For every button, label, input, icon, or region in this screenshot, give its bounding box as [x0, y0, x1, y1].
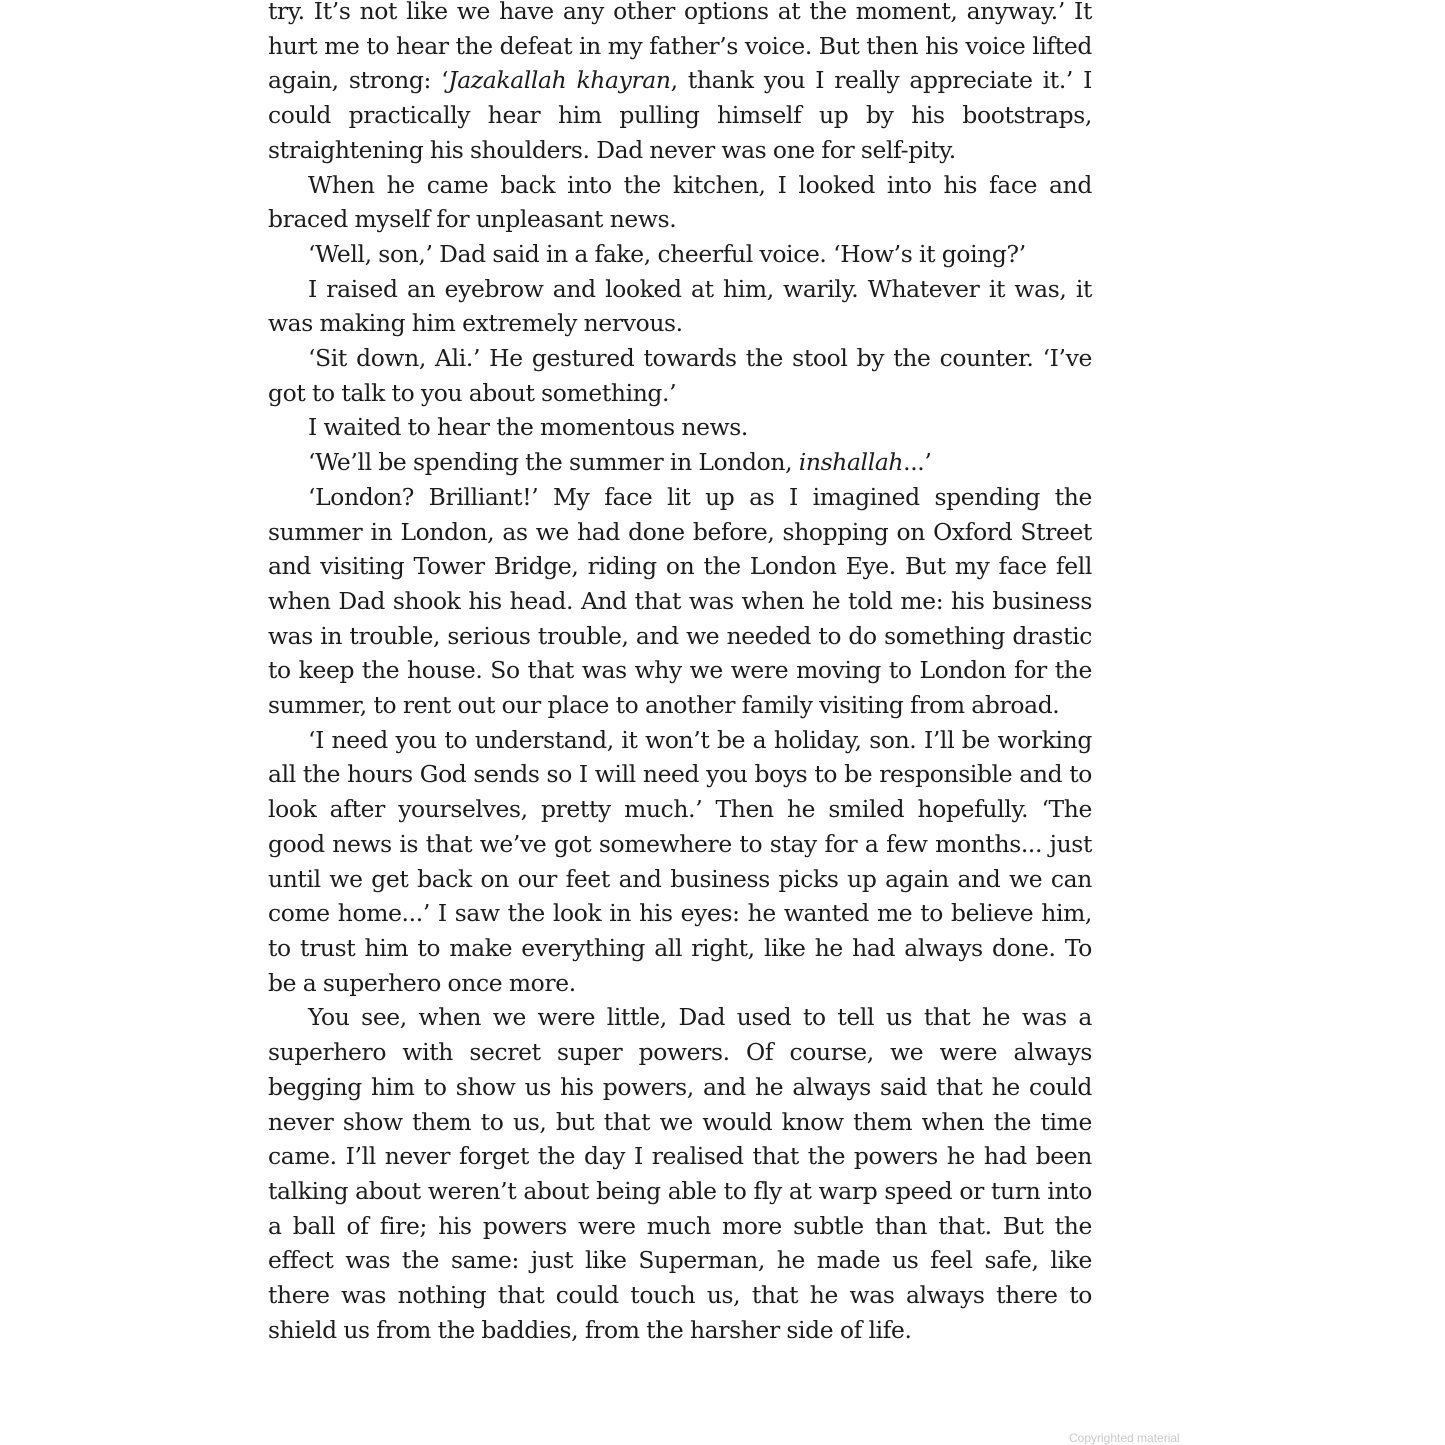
- paragraph-9: [268, 723, 1092, 1001]
- text-run: ‘I need you to understand, it won’t be a holiday, son. I’ll be working all the hours God sends so I will need you boys to be responsible and to look after yourselves, pretty much.’ Then he smiled hopefully. ‘The good news is that we’ve got somewhere to stay for a few months... just until we get back on our feet and business picks up again and we can come home...’ I saw the look in his eyes: he wanted me to believe him, to trust him to make everything all right, like he had always done. To be a superhero once more.: [268, 725, 1092, 997]
- text-run: ‘We’ll be spending the summer in London,: [308, 448, 799, 477]
- text-run: I raised an eyebrow and looked at him, warily. Whatever it was, it was making him extremely nervous.: [268, 274, 1092, 338]
- paragraph-3: [268, 237, 1092, 272]
- paragraph-7: [268, 445, 1092, 480]
- text-run: ‘Sit down, Ali.’ He gestured towards the stool by the counter. ‘I’ve got to talk to you about something.’: [268, 344, 1092, 407]
- text-run: I waited to hear the momentous news.: [308, 413, 749, 442]
- paragraph-10: [268, 1000, 1092, 1347]
- italic-text-run: Jazakallah khayran: [448, 66, 671, 95]
- text-run: ‘London? Brilliant!’ My face lit up as I imagined spending the summer in London, as we had done before, shopping on Oxford Street and visiting Tower Bridge, riding on the London Eye. But my face fell when Dad shook his head. And that was when he told me: his business was in trouble, serious trouble, and we needed to do something drastic to keep the house. So that was why we were moving to London for the summer, to rent out our place to another family visiting from abroad.: [268, 482, 1092, 720]
- paragraph-8: [268, 480, 1092, 723]
- italic-text-run: inshallah: [798, 448, 904, 477]
- text-run: ‘Well, son,’ Dad said in a fake, cheerful voice. ‘How’s it going?’: [308, 239, 1026, 268]
- paragraph-2: [268, 168, 1092, 237]
- book-page-body: [268, 0, 1092, 1347]
- text-run: try. It’s not like we have any other options at the moment, anyway.’ It hurt me to hear the defeat in my father’s voice. But then his voice lifted again, strong: ‘: [268, 0, 1092, 95]
- paragraph-1: [268, 0, 1092, 168]
- text-run: , thank you I really appreciate it.’ I could practically hear him pulling himself up by his bootstraps, straightening his shoulders. Dad never was one for self-pity.: [268, 66, 1093, 164]
- paragraph-5: [268, 341, 1092, 410]
- paragraph-4: [268, 272, 1092, 341]
- text-run: You see, when we were little, Dad used to tell us that he was a superhero with secret super powers. Of course, we were always begging him to show us his powers, and he always said that he could never show them to us, but that we would know them when the time came. I’ll never forget the day I realised that the powers he had been talking about weren’t about being able to fly at warp speed or turn into a ball of fire; his powers were much more subtle than that. But the effect was the same: just like Superman, he made us feel safe, like there was nothing that could touch us, that he was always there to shield us from the baddies, from the harsher side of life.: [268, 1003, 1092, 1344]
- text-run: When he came back into the kitchen, I looked into his face and braced myself for unpleasant news.: [268, 170, 1092, 234]
- paragraph-6: [268, 410, 1092, 445]
- copyright-watermark: Copyrighted material: [1069, 1431, 1180, 1445]
- text-run: ...’: [903, 448, 932, 477]
